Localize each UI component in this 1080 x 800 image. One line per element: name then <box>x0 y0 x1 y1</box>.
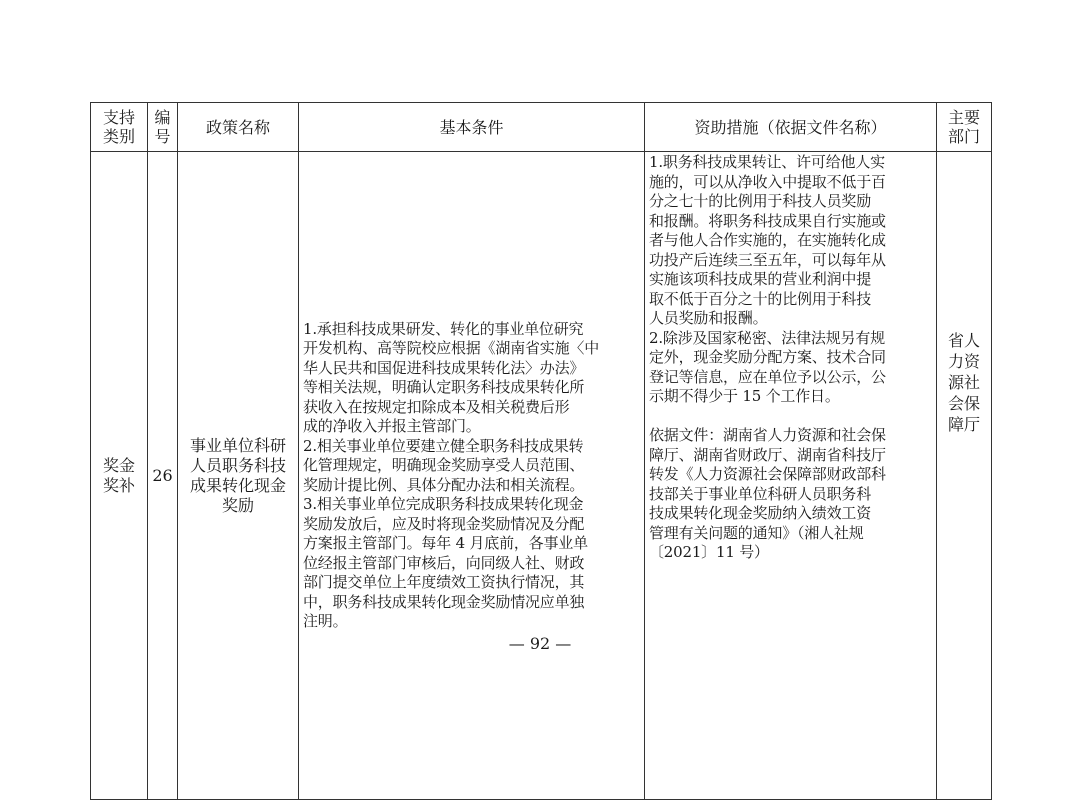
header-measures: 资助措施（依据文件名称） <box>645 103 937 152</box>
header-category: 支持 类别 <box>91 103 148 152</box>
table-row <box>91 152 992 800</box>
header-policy-name: 政策名称 <box>178 103 299 152</box>
table-header-row <box>91 103 992 152</box>
conditions-text: 1.承担科技成果研发、转化的事业单位研究 开发机构、高等院校应根据《湖南省实施〈中 华人民共和国促进科技成果转化法〉办法》 等相关法规，明确认定职务科技成果转化所 获收入在按规定扣除成本及相关税费后形 成的净收入并报主管部门。 2.相关事业单位要建立健全职务科技成果转 化管理规定，明确现金奖励享受人员范围、 奖励计提比例、具体分配办法和相关流程。 3.相关事业单位完成职务科技成果转化现金 奖励发放后，应及时将现金奖励情况及分配 方案报主管部门。每年 4 月底前，各事业单 位经报主管部门审核后，向同级人社、财政 部门提交单位上年度绩效工资执行情况，其 中，职务科技成果转化现金奖励情况应单独 注明。 <box>303 319 600 630</box>
header-conditions: 基本条件 <box>299 103 645 152</box>
header-number: 编 号 <box>148 103 178 152</box>
cell-number: 26 <box>148 152 178 800</box>
policy-table <box>90 102 992 800</box>
cell-category: 奖金 奖补 <box>91 152 148 800</box>
cell-department: 省人 力资 源社 会保 障厅 <box>937 152 992 800</box>
cell-conditions <box>299 152 645 800</box>
cell-measures <box>645 152 937 800</box>
page-number: — 92 — <box>508 634 572 653</box>
measures-text: 1.职务科技成果转让、许可给他人实 施的，可以从净收入中提取不低于百 分之七十的比例用于科技人员奖励 和报酬。将职务科技成果自行实施或 者与他人合作实施的，在实施转化成 功投产后连续三至五年，可以每年从 实施该项科技成果的营业利润中提 取不低于百分之十的比例用于科技 人员奖励和报酬。 2.除涉及国家秘密、法律法规另有规 定外，现金奖励分配方案、技术合同 登记等信息，应在单位予以公示，公 示期不得少于 15 个工作日。 依据文件：湖南省人力资源和社会保 障厅、湖南省财政厅、湖南省科技厅 转发《人力资源社会保障部财政部科 技部关于事业单位科研人员职务科 技成果转化现金奖励纳入绩效工资 管理有关问题的通知》（湘人社规 〔2021〕11 号） <box>649 153 886 561</box>
cell-policy-name: 事业单位科研 人员职务科技 成果转化现金 奖励 <box>178 152 299 800</box>
header-department: 主要 部门 <box>937 103 992 152</box>
